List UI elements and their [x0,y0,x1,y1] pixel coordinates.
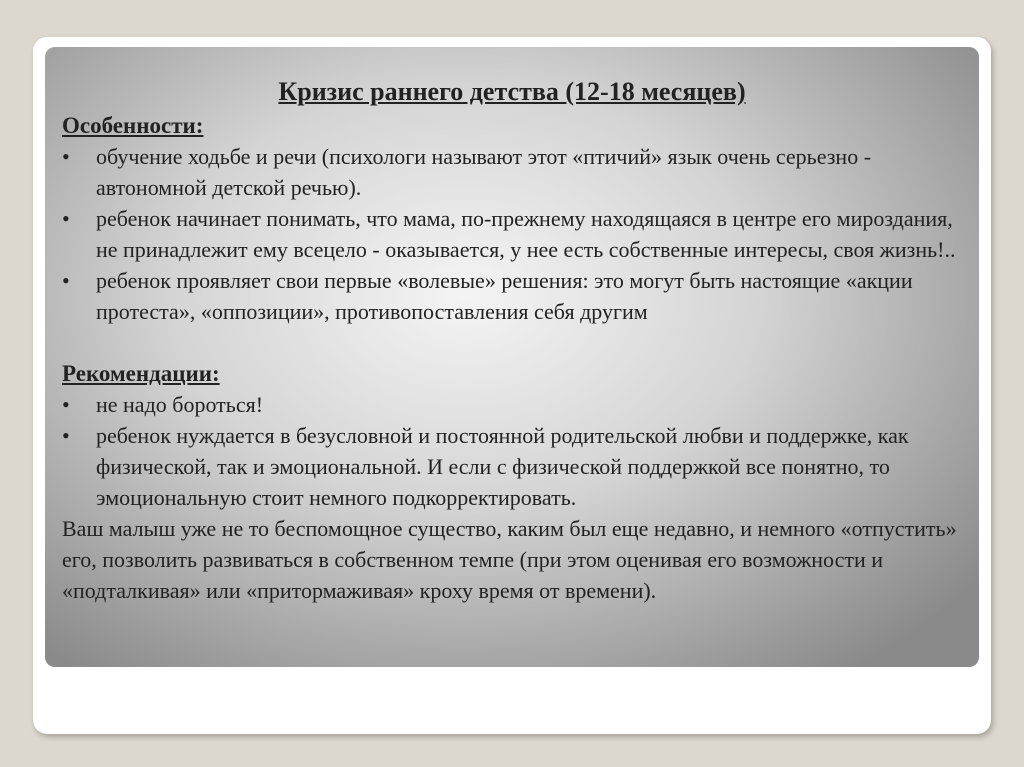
list-item-text: ребенок нуждается в безусловной и постоянной родительской любви и поддержке, как физической, так и эмоциональной. И если с физической поддержкой все понятно, то эмоциональную стоит немного подкорректировать. [96,423,909,510]
features-heading: Особенности: [62,113,204,138]
list-item-text: ребенок проявляет свои первые «волевые» решения: это могут быть настоящие «акции протеста», «оппозиции», противопоставления себя другим [96,268,913,324]
closing-paragraph: Ваш малыш уже не то беспомощное существо, каким был еще недавно, и немного «отпустить» его, позволить развиваться в собственном темпе (при этом оценивая его возможности и «подталкивая» или «притормаживая» кроху время от времени). [62,516,957,603]
spacer [62,327,972,358]
bullet-icon: • [62,268,70,293]
recommendations-list [62,389,972,513]
bullet-icon: • [62,423,70,448]
slide-title: Кризис раннего детства (12-18 месяцев) [278,77,746,106]
bullet-icon: • [62,206,70,231]
recommendations-heading: Рекомендации: [62,361,220,386]
list-item-text: не надо бороться! [96,392,264,417]
bullet-icon: • [62,392,70,417]
list-item [62,420,972,513]
list-item [62,265,972,327]
list-item-text: обучение ходьбе и речи (психологи называют этот «птичий» язык очень серьезно - автономной детской речью). [96,144,872,200]
bullet-icon: • [62,144,70,169]
list-item [62,203,972,265]
list-item [62,389,972,420]
list-item [62,141,972,203]
features-list [62,141,972,327]
list-item-text: ребенок начинает понимать, что мама, по-прежнему находящаяся в центре его мироздания, не принадлежит ему всецело - оказывается, у нее есть собственные интересы, своя жизнь!.. [96,206,956,262]
slide-content [62,74,972,606]
